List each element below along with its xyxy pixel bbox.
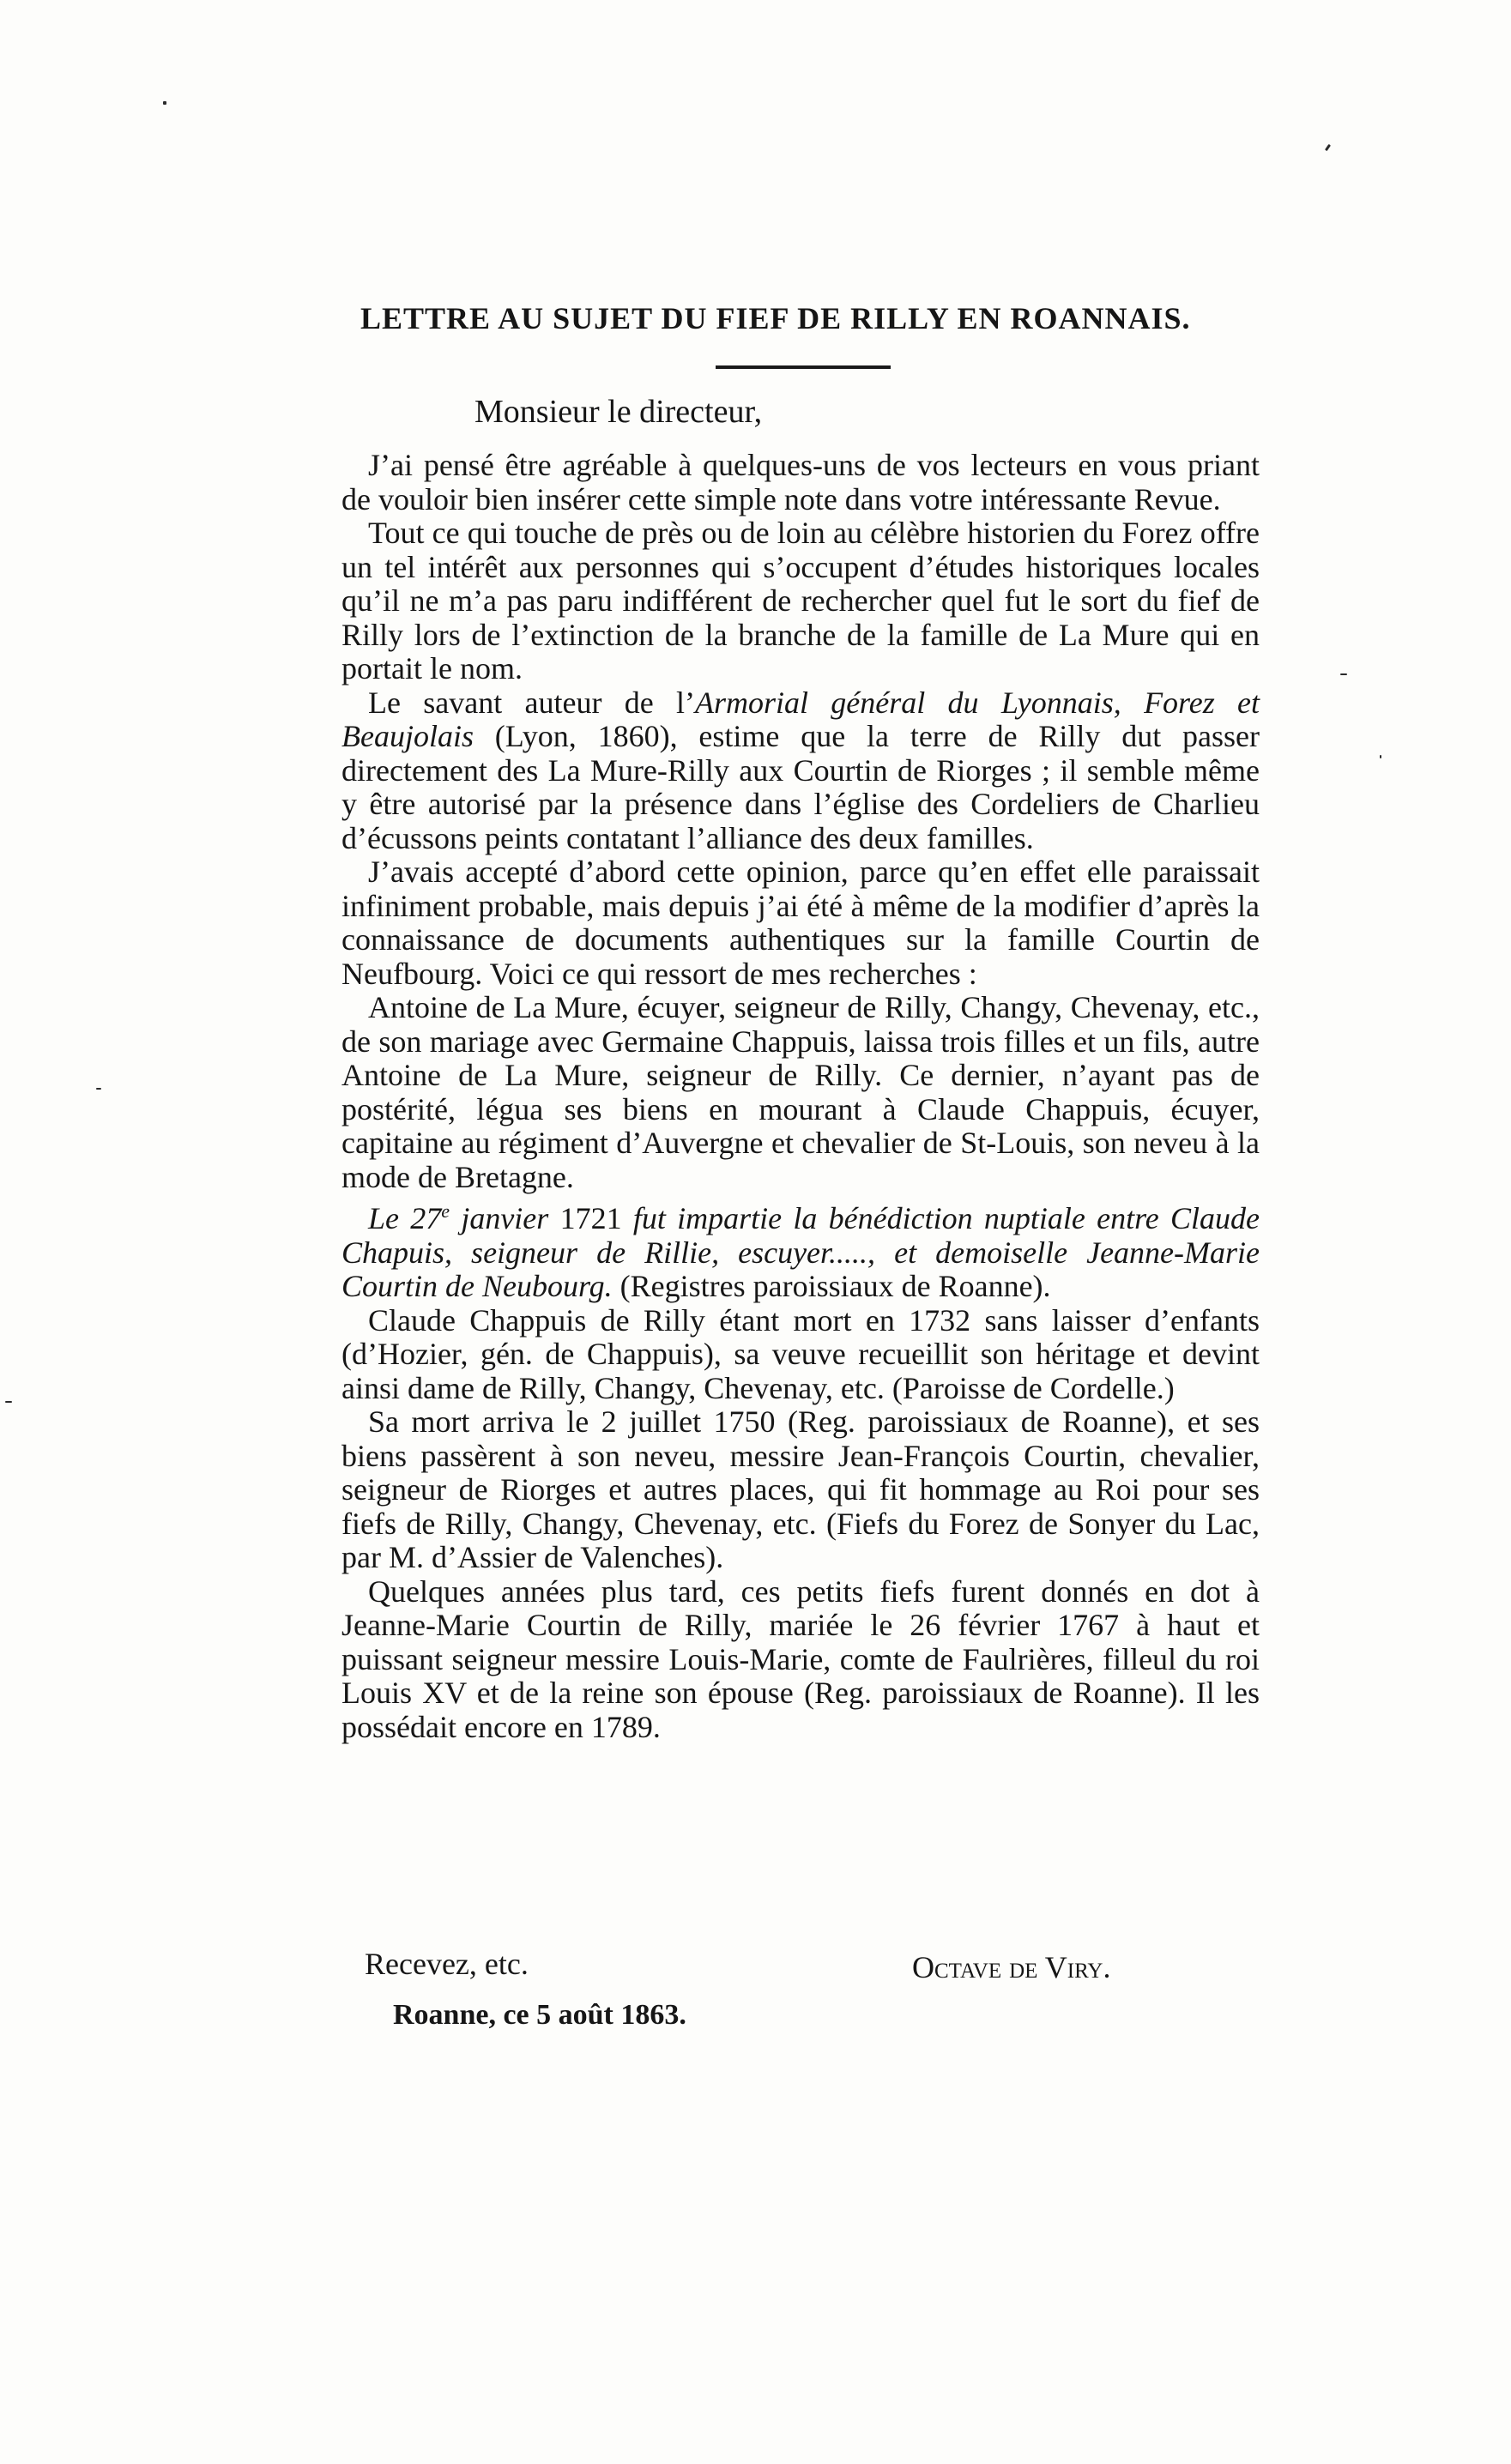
letter-paragraph	[341, 1405, 1260, 1575]
margin-speck	[1325, 144, 1331, 151]
paragraph-text: Antoine de La Mure, écuyer, seigneur de Rilly, Changy, Chevenay, etc., de son mariage avec Germaine Chappuis, laissa trois filles et un fils, autre Antoine de La Mure, seigneur de Rilly. Ce dernier, n’ayant pas de postérité, légua ses biens en mourant à Claude Chappuis, écuyer, capitaine au régiment d’Auvergne et chevalier de St-Louis, son neveu à la mode de Bretagne.	[341, 990, 1260, 1194]
letter-paragraph	[341, 855, 1260, 991]
letter-body	[341, 449, 1260, 1744]
margin-speck	[5, 1401, 12, 1403]
place-date: Roanne, ce 5 août 1863.	[393, 1999, 686, 2031]
letter-paragraph	[341, 1575, 1260, 1745]
paragraph-text: Quelques années plus tard, ces petits fiefs furent donnés en dot à Jeanne-Marie Courtin de Rilly, mariée le 26 février 1767 à haut et puissant seigneur messire Louis-Marie, comte de Faulrières, filleul du roi Louis XV et de la reine son épouse (Reg. paroissiaux de Roanne). Il les possédait encore en 1789.	[341, 1573, 1260, 1744]
letter-paragraph	[341, 516, 1260, 686]
italic-text: e	[441, 1200, 450, 1222]
closing-formula: Recevez, etc.	[365, 1947, 529, 1981]
italic-text: Le 27	[368, 1201, 442, 1235]
paragraph-text: 1721	[559, 1201, 622, 1235]
letter-paragraph	[341, 1304, 1260, 1406]
document-title: LETTRE AU SUJET DU FIEF DE RILLY EN ROANNAIS.	[360, 301, 1191, 335]
italic-text: janvier	[450, 1201, 560, 1235]
salutation: Monsieur le directeur,	[474, 394, 763, 430]
paragraph-text: J’ai pensé être agréable à quelques-uns de vos lecteurs en vous priant de vouloir bien insérer cette simple note dans votre intéressante Revue.	[341, 448, 1260, 516]
margin-speck	[1340, 673, 1347, 675]
italic-text: fut impartie la bénédiction nuptiale entre Claude Chapuis, seigneur de Rillie, escuyer....., et demoiselle Jeanne-Marie Courtin de Neubourg.	[341, 1201, 1260, 1303]
margin-speck	[163, 101, 166, 105]
italic-text: Armorial général du Lyonnais, Forez et Beaujolais	[341, 685, 1260, 753]
paragraph-text: Le savant auteur de l’	[368, 685, 695, 720]
letter-paragraph	[341, 1194, 1260, 1304]
margin-speck	[96, 1088, 101, 1090]
paragraph-text: (Lyon, 1860), estime que la terre de Rilly dut passer directement des La Mure-Rilly aux Courtin de Riorges ; il semble même y être autorisé par la présence dans l’église des Cordeliers de Charlieu d’écussons peints contatant l’alliance des deux familles.	[341, 719, 1260, 855]
letter-paragraph	[341, 449, 1260, 516]
paragraph-text: Sa mort arriva le 2 juillet 1750 (Reg. paroissiaux de Roanne), et ses biens passèrent à son neveu, messire Jean-François Courtin, chevalier, seigneur de Riorges et autres places, qui fit hommage au Roi pour ses fiefs de Rilly, Changy, Chevenay, etc. (Fiefs du Forez de Sonyer du Lac, par M. d’Assier de Valenches).	[341, 1404, 1260, 1574]
signature: Octave de Viry.	[912, 1950, 1111, 1984]
letter-paragraph	[341, 686, 1260, 856]
paragraph-text: (Registres paroissiaux de Roanne).	[612, 1269, 1051, 1303]
paragraph-text: Claude Chappuis de Rilly étant mort en 1732 sans laisser d’enfants (d’Hozier, gén. de Chappuis), sa veuve recueillit son héritage et devint ainsi dame de Rilly, Changy, Chevenay, etc. (Paroisse de Cordelle.)	[341, 1302, 1260, 1405]
title-divider	[716, 365, 891, 369]
margin-speck	[1380, 755, 1381, 758]
paragraph-text: J’avais accepté d’abord cette opinion, parce qu’en effet elle paraissait infiniment probable, mais depuis j’ai été à même de la modifier d’après la connaissance de documents authentiques sur la famille Courtin de Neufbourg. Voici ce qui ressort de mes recherches :	[341, 855, 1260, 991]
letter-paragraph	[341, 991, 1260, 1194]
paragraph-text: Tout ce qui touche de près ou de loin au célèbre historien du Forez offre un tel intérêt aux personnes qui s’occupent d’études historiques locales qu’il ne m’a pas paru indifférent de rechercher quel fut le sort du fief de Rilly lors de l’extinction de la branche de la famille de La Mure qui en portait le nom.	[341, 516, 1260, 685]
